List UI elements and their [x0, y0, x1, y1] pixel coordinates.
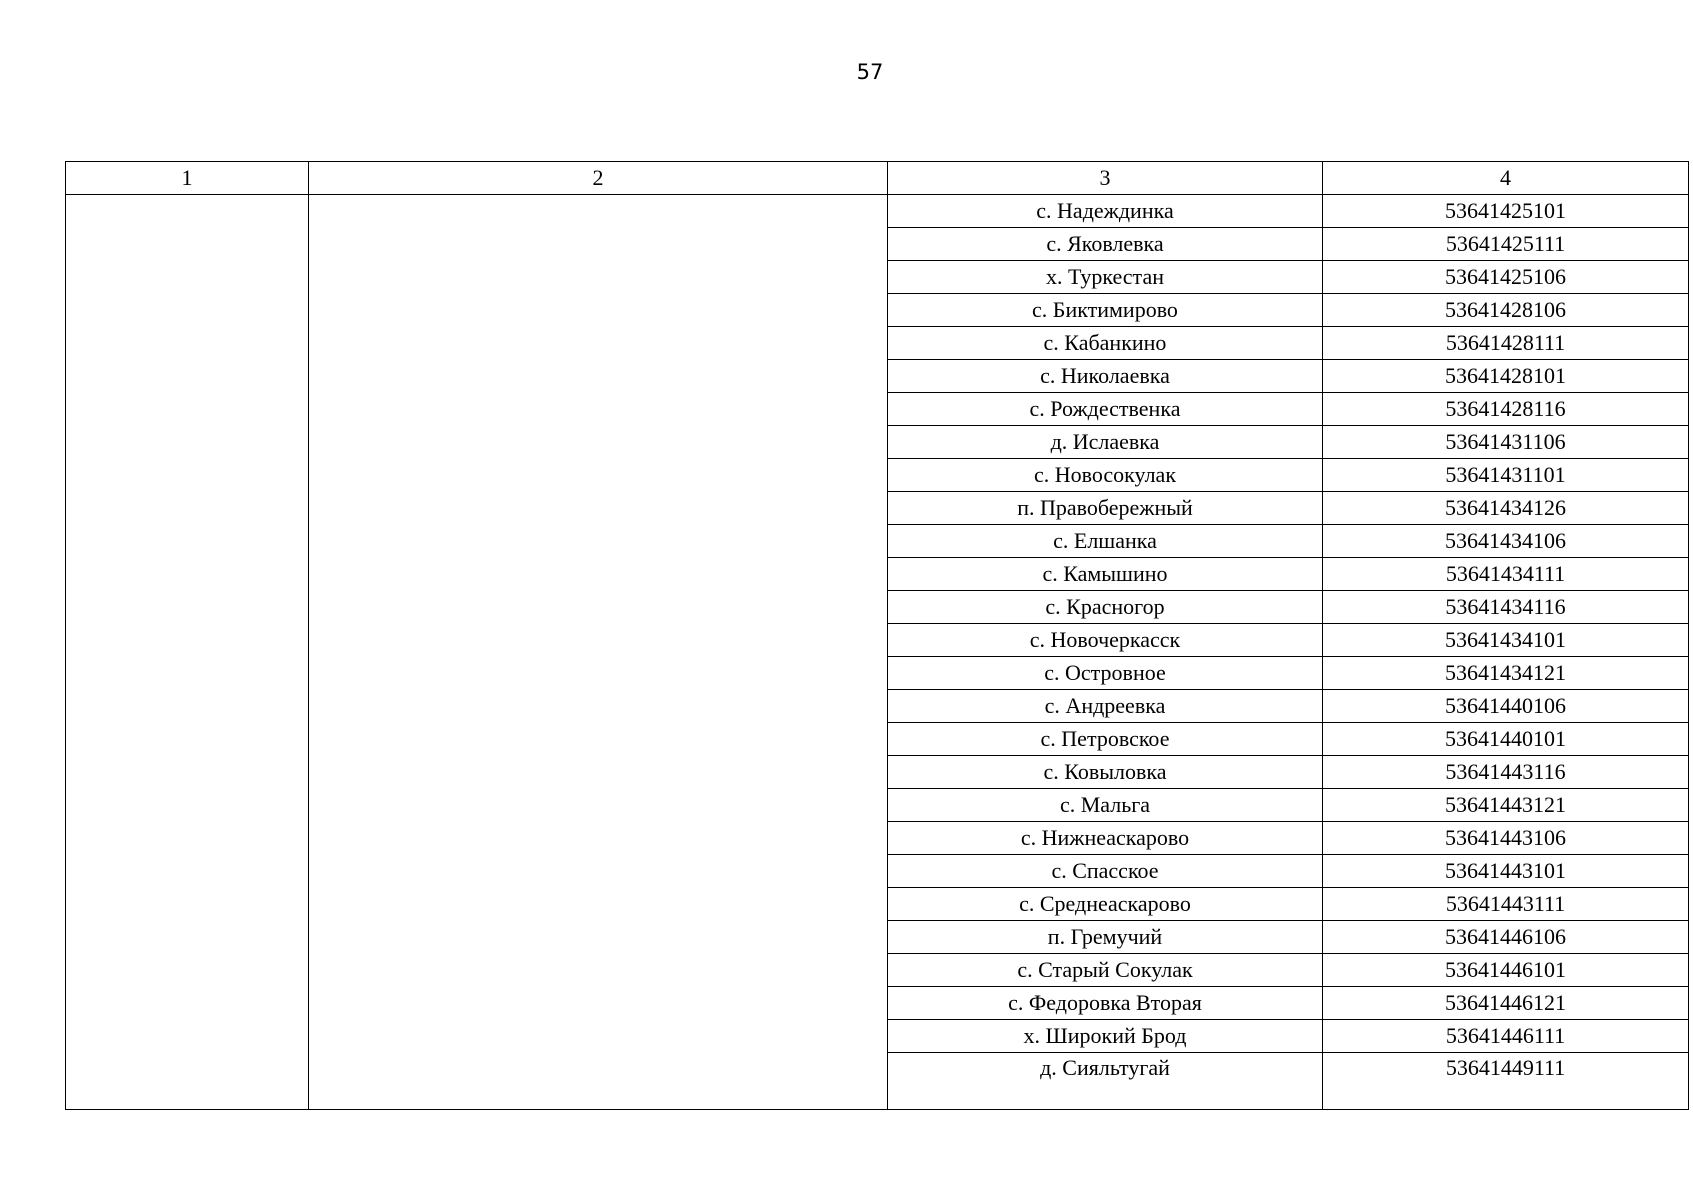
- settlement-code-cell: 53641428116: [1323, 393, 1689, 426]
- settlement-name-cell: с. Надеждинка: [888, 195, 1323, 228]
- column-1-empty-cell: [66, 195, 309, 1110]
- settlement-code-cell: 53641434101: [1323, 624, 1689, 657]
- table-row: [66, 195, 1689, 228]
- settlement-code-cell: 53641428106: [1323, 294, 1689, 327]
- settlement-code-cell: 53641440101: [1323, 723, 1689, 756]
- settlement-code-cell: 53641434116: [1323, 591, 1689, 624]
- settlement-name-cell: с. Новосокулак: [888, 459, 1323, 492]
- settlement-name-cell: с. Новочеркасск: [888, 624, 1323, 657]
- settlement-code-cell: 53641434126: [1323, 492, 1689, 525]
- settlement-name-cell: с. Мальга: [888, 789, 1323, 822]
- settlement-name-cell: с. Среднеаскарово: [888, 888, 1323, 921]
- column-2-empty-cell: [309, 195, 888, 1110]
- settlement-code-cell: 53641446101: [1323, 954, 1689, 987]
- settlement-name-cell: д. Сияльтугай: [888, 1053, 1323, 1110]
- settlement-code-cell: 53641443121: [1323, 789, 1689, 822]
- settlement-name-cell: с. Старый Сокулак: [888, 954, 1323, 987]
- settlement-code-cell: 53641443101: [1323, 855, 1689, 888]
- settlement-code-cell: 53641446121: [1323, 987, 1689, 1020]
- settlement-name-cell: с. Островное: [888, 657, 1323, 690]
- settlement-code-cell: 53641428101: [1323, 360, 1689, 393]
- settlement-code-cell: 53641449111: [1323, 1053, 1689, 1110]
- settlement-code-cell: 53641434106: [1323, 525, 1689, 558]
- settlement-code-cell: 53641443116: [1323, 756, 1689, 789]
- table-body: [66, 195, 1689, 1110]
- settlement-code-cell: 53641434121: [1323, 657, 1689, 690]
- settlement-code-cell: 53641425106: [1323, 261, 1689, 294]
- settlement-name-cell: с. Петровское: [888, 723, 1323, 756]
- settlement-name-cell: с. Камышино: [888, 558, 1323, 591]
- settlement-code-cell: 53641443106: [1323, 822, 1689, 855]
- settlement-name-cell: с. Красногор: [888, 591, 1323, 624]
- settlement-name-cell: х. Туркестан: [888, 261, 1323, 294]
- settlement-name-cell: с. Яковлевка: [888, 228, 1323, 261]
- settlement-name-cell: с. Кабанкино: [888, 327, 1323, 360]
- column-header-1: 1: [66, 162, 309, 195]
- page-number: 57: [856, 60, 884, 84]
- settlement-code-cell: 53641431101: [1323, 459, 1689, 492]
- settlements-table: [65, 161, 1689, 1110]
- settlement-code-cell: 53641446111: [1323, 1020, 1689, 1053]
- settlement-name-cell: п. Правобережный: [888, 492, 1323, 525]
- settlement-code-cell: 53641446106: [1323, 921, 1689, 954]
- settlement-name-cell: с. Биктимирово: [888, 294, 1323, 327]
- settlement-name-cell: с. Рождественка: [888, 393, 1323, 426]
- column-header-4: 4: [1323, 162, 1689, 195]
- settlement-name-cell: п. Гремучий: [888, 921, 1323, 954]
- settlement-name-cell: с. Ковыловка: [888, 756, 1323, 789]
- table-header-row: [66, 162, 1689, 195]
- settlement-name-cell: х. Широкий Брод: [888, 1020, 1323, 1053]
- settlement-name-cell: с. Елшанка: [888, 525, 1323, 558]
- settlement-name-cell: с. Федоровка Вторая: [888, 987, 1323, 1020]
- settlement-name-cell: д. Ислаевка: [888, 426, 1323, 459]
- settlement-code-cell: 53641425101: [1323, 195, 1689, 228]
- settlement-code-cell: 53641440106: [1323, 690, 1689, 723]
- settlement-code-cell: 53641443111: [1323, 888, 1689, 921]
- column-header-3: 3: [888, 162, 1323, 195]
- settlement-name-cell: с. Андреевка: [888, 690, 1323, 723]
- column-header-2: 2: [309, 162, 888, 195]
- settlement-code-cell: 53641431106: [1323, 426, 1689, 459]
- settlement-name-cell: с. Спасское: [888, 855, 1323, 888]
- settlement-code-cell: 53641434111: [1323, 558, 1689, 591]
- settlement-name-cell: с. Николаевка: [888, 360, 1323, 393]
- settlement-code-cell: 53641425111: [1323, 228, 1689, 261]
- settlement-name-cell: с. Нижнеаскарово: [888, 822, 1323, 855]
- settlement-code-cell: 53641428111: [1323, 327, 1689, 360]
